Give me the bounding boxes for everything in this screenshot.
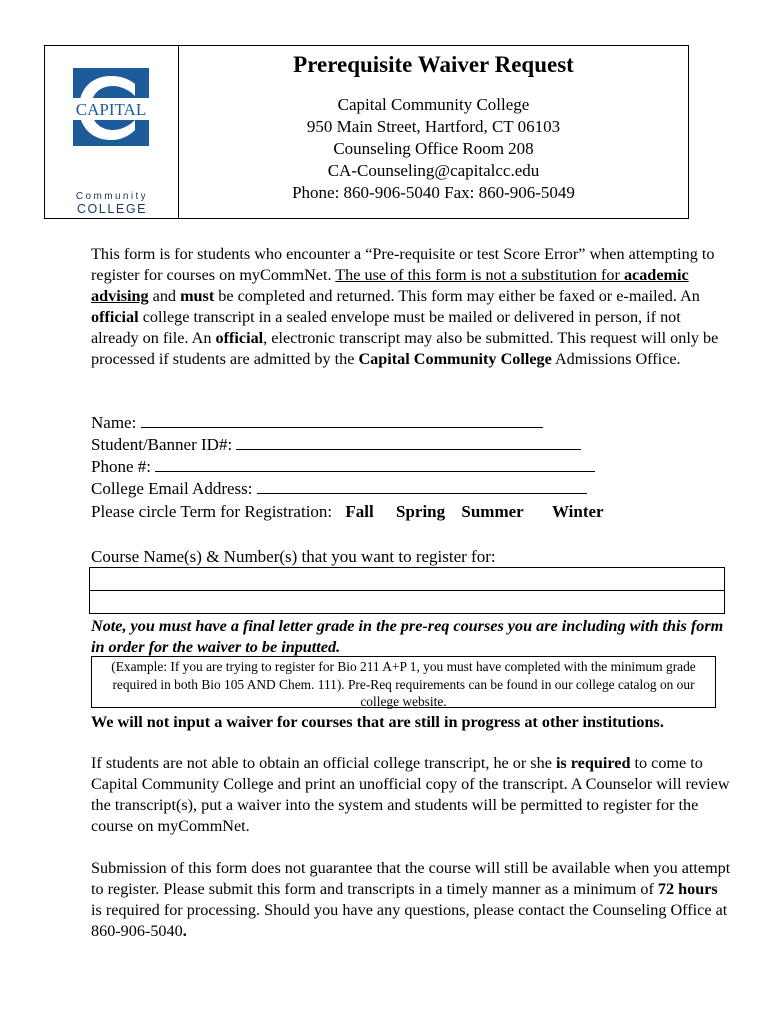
- intro-paragraph: This form is for students who encounter a “Pre-requisite or test Score Error” when attempting to register for courses on myCommNet. The use of this form is not a substitution for academic advising and must be completed and returned. This form may either be faxed or e-mailed. An official college transcript in a sealed envelope must be mailed or delivered in person, if not already on file. An official, electronic transcript may also be submitted. This request will only be processed if students are admitted by the Capital Community College Admissions Office.: [91, 245, 719, 368]
- transcript-paragraph: If students are not able to obtain an official college transcript, he or she is required to come to Capital Community College and print an unofficial copy of the transcript. A Counselor will review the transcript(s), put a waiver into the system and students will be permitted to register for the course on myCommNet.: [91, 754, 730, 835]
- name-field[interactable]: [91, 412, 543, 434]
- course-label: Course Name(s) & Number(s) that you want to register for:: [91, 547, 496, 566]
- student-id-input-line[interactable]: [236, 435, 581, 450]
- college-logo-icon: [73, 68, 149, 146]
- name-input-line[interactable]: [141, 413, 543, 428]
- student-id-label: Student/Banner ID#:: [91, 435, 237, 454]
- name-label: Name:: [91, 413, 141, 432]
- office-location: Counseling Office Room 208: [333, 139, 534, 158]
- header-box: [44, 45, 689, 219]
- submission-paragraph: Submission of this form does not guarantee that the course will still be available when you attempt to register. Please submit this form and transcripts in a timely manner as a minimum of 72 hours is required for processing. Should you have any questions, please contact the Counseling Office at 860-906-5040.: [91, 859, 731, 940]
- term-spring[interactable]: Spring: [395, 502, 446, 521]
- contact-email: CA-Counseling@capitalcc.edu: [327, 161, 540, 180]
- phone-input-line[interactable]: [155, 457, 595, 472]
- email-label: College Email Address:: [91, 479, 257, 498]
- student-id-field[interactable]: [91, 434, 581, 456]
- phone-label: Phone #:: [91, 457, 156, 476]
- example-box: (Example: If you are trying to register for Bio 211 A+P 1, you must have completed with the minimum grade required in both Bio 105 AND Chem. 111). Pre-Req requirements can be found in our college catalog on our college website.: [91, 656, 716, 708]
- logo-capital-text: CAPITAL: [75, 100, 147, 119]
- warning-text: We will not input a waiver for courses that are still in progress at other institutions.: [91, 713, 664, 731]
- term-prompt: Please circle Term for Registration:: [91, 502, 333, 521]
- term-winter[interactable]: Winter: [551, 502, 604, 521]
- logo-college-text: COLLEGE: [76, 202, 148, 216]
- term-summer[interactable]: Summer: [461, 502, 524, 521]
- college-address: 950 Main Street, Hartford, CT 06103: [306, 117, 561, 136]
- phone-field[interactable]: [91, 456, 595, 478]
- college-name: Capital Community College: [337, 95, 530, 114]
- course-input-row-2[interactable]: [89, 590, 725, 614]
- logo: [45, 46, 179, 218]
- page-title: Prerequisite Waiver Request: [293, 52, 574, 77]
- logo-community-text: Community: [75, 191, 149, 202]
- course-input-row-1[interactable]: [89, 567, 725, 591]
- term-selection: [91, 501, 604, 523]
- note-text: Note, you must have a final letter grade in the pre-req courses you are including with this form in order for the waiver to be inputted.: [91, 617, 724, 656]
- email-field[interactable]: [91, 478, 587, 500]
- contact-phone-fax: Phone: 860-906-5040 Fax: 860-906-5049: [292, 183, 575, 202]
- header-text: [179, 46, 688, 204]
- email-input-line[interactable]: [257, 479, 587, 494]
- term-fall[interactable]: Fall: [345, 502, 374, 521]
